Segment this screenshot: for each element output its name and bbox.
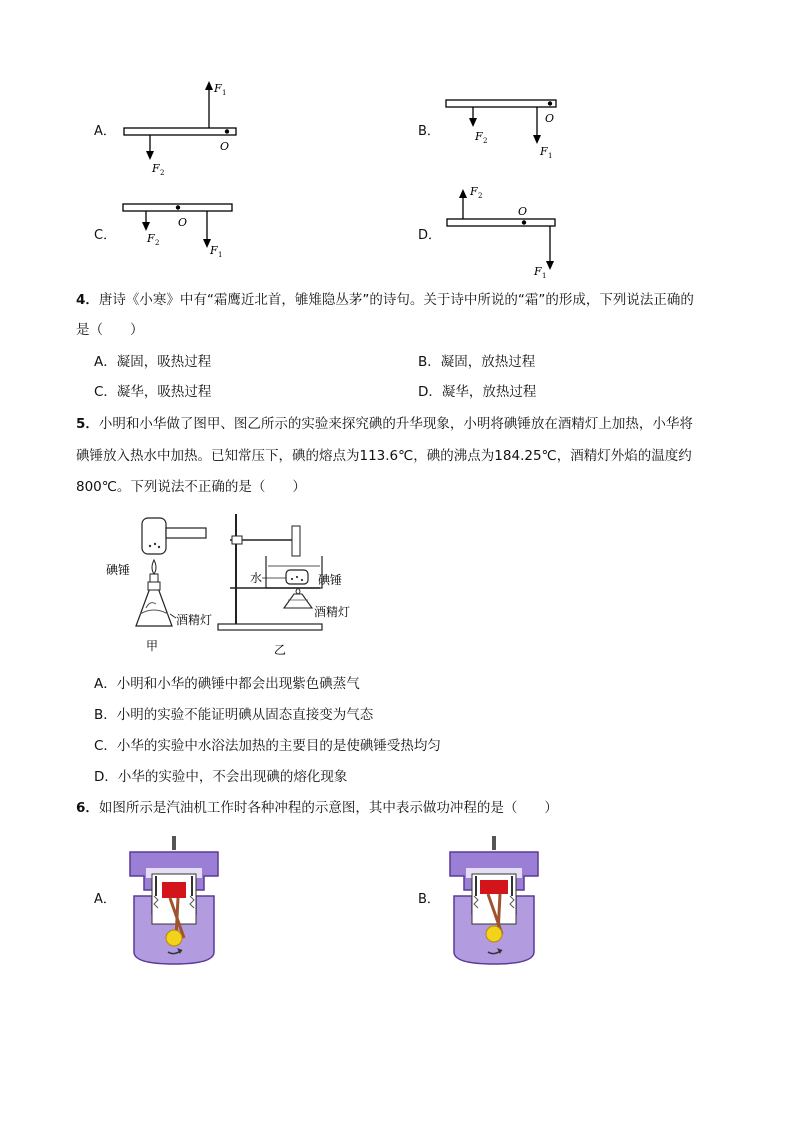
- iodine-experiment-figure: [100, 508, 370, 658]
- svg-text:2: 2: [483, 137, 488, 145]
- lever-diagram-a: [110, 78, 250, 178]
- svg-text:F: F: [534, 265, 542, 278]
- svg-text:F: F: [475, 130, 483, 143]
- svg-text:F: F: [540, 145, 548, 158]
- svg-text:1: 1: [548, 152, 553, 160]
- svg-text:1: 1: [542, 272, 547, 280]
- q4-option-c[interactable]: C．凝华，吸热过程: [94, 384, 212, 400]
- yi-apparatus: [218, 514, 322, 630]
- svg-text:1: 1: [222, 89, 227, 97]
- svg-text:2: 2: [160, 169, 165, 177]
- q5-number: 5．: [76, 416, 99, 432]
- jia-apparatus: [136, 518, 206, 626]
- svg-text:1: 1: [218, 251, 223, 259]
- svg-text:F: F: [147, 232, 155, 245]
- q5-stem-line2: 碘锤放入热水中加热。已知常压下，碘的熔点为113.6℃，碘的沸点为184.25℃，酒精灯外焰的温度约: [76, 448, 692, 464]
- yi-lamp-label: 酒精灯: [314, 605, 351, 619]
- q4-option-a[interactable]: A．凝固，吸热过程: [94, 354, 212, 370]
- q6-number: 6．: [76, 800, 99, 816]
- engine-diagram-b: [444, 834, 544, 970]
- q4-option-d[interactable]: D．凝华，放热过程: [418, 384, 537, 400]
- jia-caption: 甲: [146, 639, 159, 653]
- q6-option-b-letter[interactable]: B．: [418, 892, 440, 907]
- f2-label: F: [152, 162, 160, 175]
- lever-diagram-b: [436, 92, 576, 162]
- q5-stem-line1: 5．小明和小华做了图甲、图乙所示的实验来探究碘的升华现象，小明将碘锤放在酒精灯上加热，小华将: [76, 416, 693, 432]
- q4-number: 4．: [76, 292, 99, 308]
- q6-stem: 6．如图所示是汽油机工作时各种冲程的示意图，其中表示做功冲程的是（ ）: [76, 800, 558, 816]
- option-b-letter: B．: [418, 124, 440, 139]
- option-a-letter: A．: [94, 124, 116, 139]
- svg-text:2: 2: [478, 192, 483, 200]
- yi-caption: 乙: [274, 643, 287, 657]
- q5-stem-line3: 800℃。下列说法不正确的是（ ）: [76, 479, 306, 495]
- yi-water-label: 水: [250, 571, 263, 585]
- q4-stem-line1: 4．唐诗《小寒》中有“霜鹰近北首，雊雉隐丛茅”的诗句。关于诗中所说的“霜”的形成，下列说法正确的: [76, 292, 694, 308]
- svg-text:O: O: [518, 205, 528, 218]
- engine-diagram-a: [124, 834, 224, 970]
- svg-text:F: F: [470, 185, 478, 198]
- svg-text:O: O: [178, 216, 188, 229]
- svg-text:O: O: [545, 112, 555, 125]
- q4-option-b[interactable]: B．凝固，放热过程: [418, 354, 536, 370]
- lever-diagram-c: [110, 196, 250, 266]
- q5-option-a[interactable]: A．小明和小华的碘锤中都会出现紫色碘蒸气: [94, 676, 360, 692]
- svg-text:F: F: [210, 244, 218, 257]
- q5-option-d[interactable]: D．小华的实验中，不会出现碘的熔化现象: [94, 769, 348, 785]
- f1-label: F: [214, 82, 222, 95]
- lever-diagram-d: [436, 182, 576, 282]
- option-d-letter: D．: [418, 228, 442, 243]
- q5-option-b[interactable]: B．小明的实验不能证明碘从固态直接变为气态: [94, 707, 374, 723]
- q6-option-a-letter[interactable]: A．: [94, 892, 116, 907]
- jia-hammer-label: 碘锤: [106, 563, 131, 577]
- option-c-letter: C．: [94, 228, 117, 243]
- pivot-label: O: [220, 140, 230, 153]
- jia-lamp-label: 酒精灯: [176, 613, 213, 627]
- q4-stem-line2: 是（ ）: [76, 322, 144, 338]
- q5-option-c[interactable]: C．小华的实验中水浴法加热的主要目的是使碘锤受热均匀: [94, 738, 441, 754]
- yi-hammer-label: 碘锤: [318, 573, 343, 587]
- svg-text:2: 2: [155, 239, 160, 247]
